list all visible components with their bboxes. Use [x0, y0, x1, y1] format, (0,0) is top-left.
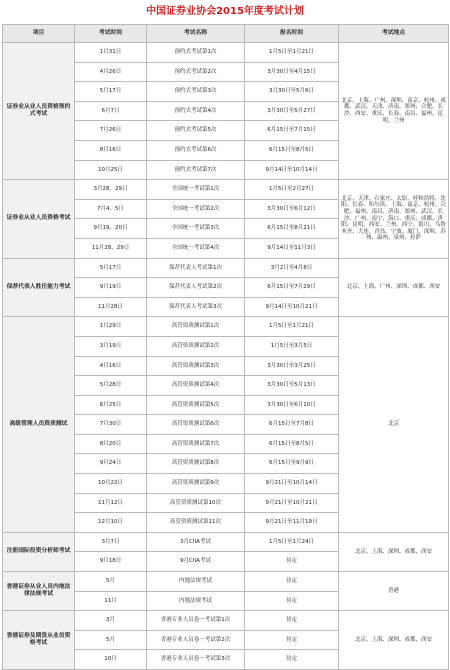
- exam-time-cell: 9月19日: [75, 278, 147, 298]
- exam-name-cell: 预约式考试第4次: [147, 101, 245, 121]
- registration-time-cell: 1月5日至1月24日: [245, 532, 339, 552]
- location-cell: 北京、上海、广州、深圳、南京、杭州、成都、武汉、天津、济南、郑州、合肥、长沙、西安、重庆、长春、南昌、福州、昆明、兰州: [339, 43, 449, 180]
- project-cell: 证券业从业人员资格考试: [3, 180, 75, 258]
- registration-time-cell: 1月5日至3月5日: [245, 336, 339, 356]
- registration-time-cell: 3月30日至5月13日: [245, 376, 339, 396]
- registration-time-cell: 6月15日至7月15日: [245, 121, 339, 141]
- exam-time-cell: 5月17日: [75, 82, 147, 102]
- project-cell: 香港证券从业人员内地法律法规考试: [3, 572, 75, 611]
- exam-time-cell: 4月26日: [75, 62, 147, 82]
- exam-name-cell: 预约式考试第2次: [147, 62, 245, 82]
- exam-time-cell: 5月28日: [75, 376, 147, 396]
- exam-name-cell: 香港专业人员卷一考试第1次: [147, 611, 245, 631]
- exam-schedule-table: [2, 24, 449, 670]
- exam-name-cell: 内地法规考试: [147, 591, 245, 611]
- exam-name-cell: 高管资质测试第7次: [147, 434, 245, 454]
- exam-name-cell: 高管资质测试第11次: [147, 513, 245, 533]
- project-cell: 证券业从业人员资格预约式考试: [3, 43, 75, 180]
- exam-name-cell: 保荐代表人考试第3次: [147, 297, 245, 317]
- project-cell: 注册国际投资分析师考试: [3, 532, 75, 571]
- registration-time-cell: 6月15日至9月9日: [245, 454, 339, 474]
- registration-time-cell: 3月30日至5月6日: [245, 82, 339, 102]
- exam-time-cell: 6月25日: [75, 395, 147, 415]
- registration-time-cell: 9月21日至10月21日: [245, 493, 339, 513]
- exam-time-cell: 3月19日: [75, 336, 147, 356]
- registration-time-cell: 待定: [245, 591, 339, 611]
- exam-name-cell: 预约式考试第3次: [147, 82, 245, 102]
- header-exam-name: 考试名称: [147, 25, 245, 43]
- exam-time-cell: 4月16日: [75, 356, 147, 376]
- exam-time-cell: 9月18日: [75, 552, 147, 572]
- exam-name-cell: 全国统一考试第1次: [147, 180, 245, 200]
- exam-name-cell: 香港专业人员卷一考试第3次: [147, 650, 245, 670]
- registration-time-cell: 3月30日至6月12日: [245, 199, 339, 219]
- registration-time-cell: 9月21日至11月19日: [245, 513, 339, 533]
- registration-time-cell: 3月2日至4月8日: [245, 258, 339, 278]
- project-cell: 香港证券及期货从业员资格考试: [3, 611, 75, 670]
- location-cell: 北京: [339, 317, 449, 533]
- registration-time-cell: 6月15日至8月5日: [245, 140, 339, 160]
- exam-name-cell: 9月CIIA考试: [147, 552, 245, 572]
- registration-time-cell: 3月30日至5月27日: [245, 101, 339, 121]
- table-row: [3, 180, 449, 200]
- registration-time-cell: 1月5日至1月21日: [245, 317, 339, 337]
- registration-time-cell: 待定: [245, 572, 339, 592]
- location-cell: 北京、上海、深圳、成都、西安: [339, 611, 449, 670]
- exam-name-cell: 3月CIIA考试: [147, 532, 245, 552]
- exam-time-cell: 5月17日: [75, 258, 147, 278]
- exam-time-cell: 7月26日: [75, 121, 147, 141]
- registration-time-cell: 9月21日至10月14日: [245, 474, 339, 494]
- exam-name-cell: 高管资质测试第10次: [147, 493, 245, 513]
- table-row: [3, 532, 449, 552]
- registration-time-cell: 9月14日至10月14日: [245, 160, 339, 180]
- registration-time-cell: 6月15日至7月29日: [245, 278, 339, 298]
- registration-time-cell: 6月15日至7月8日: [245, 415, 339, 435]
- exam-time-cell: 10月: [75, 650, 147, 670]
- registration-time-cell: 3月30日至6月10日: [245, 395, 339, 415]
- registration-time-cell: 6月15日至8月5日: [245, 434, 339, 454]
- exam-time-cell: 11月: [75, 591, 147, 611]
- exam-name-cell: 高管资质测试第3次: [147, 356, 245, 376]
- exam-time-cell: 1月31日: [75, 43, 147, 63]
- project-cell: 高级管理人员资质测试: [3, 317, 75, 533]
- registration-time-cell: 9月14日至10月21日: [245, 297, 339, 317]
- exam-time-cell: 6月7日: [75, 101, 147, 121]
- table-header-row: [3, 25, 449, 43]
- registration-time-cell: 待定: [245, 650, 339, 670]
- location-cell: 北京、天津、石家庄、太原、呼和浩特、沈阳、长春、哈尔滨、上海、南京、杭州、合肥、福州、南昌、济南、郑州、武汉、长沙、广州、南宁、海口、重庆、成都、贵阳、昆明、西安、兰州、西宁、银川、乌鲁木齐、大连、青岛、宁波、厦门、深圳、苏州、温州、泉州、拉萨: [339, 180, 449, 258]
- exam-name-cell: 高管资质测试第4次: [147, 376, 245, 396]
- page-title: 中国证券业协会2015年度考试计划: [146, 6, 304, 17]
- exam-name-cell: 高管资质测试第8次: [147, 454, 245, 474]
- header-exam-location: 考试地点: [339, 25, 449, 43]
- registration-time-cell: 待定: [245, 611, 339, 631]
- exam-time-cell: 10月22日: [75, 474, 147, 494]
- exam-time-cell: 8月20日: [75, 434, 147, 454]
- location-cell: 北京、上海、广州、深圳、成都、西安: [339, 258, 449, 317]
- exam-time-cell: 8月16日: [75, 140, 147, 160]
- registration-time-cell: 6月15日至8月21日: [245, 219, 339, 239]
- exam-time-cell: 7月30日: [75, 415, 147, 435]
- exam-name-cell: 全国统一考试第3次: [147, 219, 245, 239]
- header-project: 项目: [3, 25, 75, 43]
- registration-time-cell: 3月30日至4月15日: [245, 62, 339, 82]
- exam-time-cell: 12月10日: [75, 513, 147, 533]
- exam-name-cell: 全国统一考试第2次: [147, 199, 245, 219]
- table-row: [3, 258, 449, 278]
- exam-name-cell: 高管资质测试第1次: [147, 317, 245, 337]
- header-exam-time: 考试时间: [75, 25, 147, 43]
- exam-name-cell: 预约式考试第7次: [147, 160, 245, 180]
- table-row: [3, 611, 449, 631]
- registration-time-cell: 待定: [245, 552, 339, 572]
- registration-time-cell: 1月5日至2月27日: [245, 180, 339, 200]
- exam-time-cell: 7月4、5日: [75, 199, 147, 219]
- table-row: [3, 317, 449, 337]
- exam-time-cell: 3月: [75, 611, 147, 631]
- exam-time-cell: 9月19、20日: [75, 219, 147, 239]
- exam-time-cell: 5月: [75, 630, 147, 650]
- exam-time-cell: 1月29日: [75, 317, 147, 337]
- exam-name-cell: 高管资质测试第9次: [147, 474, 245, 494]
- exam-name-cell: 保荐代表人考试第1次: [147, 258, 245, 278]
- exam-time-cell: 5月: [75, 572, 147, 592]
- registration-time-cell: 3月30日至3月25日: [245, 356, 339, 376]
- table-row: [3, 43, 449, 63]
- exam-name-cell: 高管资质测试第2次: [147, 336, 245, 356]
- exam-time-cell: 11月28日: [75, 297, 147, 317]
- exam-name-cell: 香港专业人员卷一考试第2次: [147, 630, 245, 650]
- location-cell: 北京、上海、深圳、成都、西安: [339, 532, 449, 571]
- exam-time-cell: 3月7日: [75, 532, 147, 552]
- header-registration-time: 报名时间: [245, 25, 339, 43]
- table-row: [3, 572, 449, 592]
- exam-time-cell: 11月28、29日: [75, 238, 147, 258]
- table-body: [3, 43, 449, 670]
- exam-name-cell: 高管资质测试第5次: [147, 395, 245, 415]
- location-cell: 香港: [339, 572, 449, 611]
- exam-time-cell: 10月25日: [75, 160, 147, 180]
- registration-time-cell: 待定: [245, 630, 339, 650]
- exam-time-cell: 9月24日: [75, 454, 147, 474]
- exam-time-cell: 11月12日: [75, 493, 147, 513]
- exam-name-cell: 高管资质测试第6次: [147, 415, 245, 435]
- exam-name-cell: 保荐代表人考试第2次: [147, 278, 245, 298]
- exam-name-cell: 内地法规考试: [147, 572, 245, 592]
- exam-name-cell: 预约式考试第6次: [147, 140, 245, 160]
- registration-time-cell: 9月14日至11月3日: [245, 238, 339, 258]
- exam-name-cell: 预约式考试第1次: [147, 43, 245, 63]
- exam-name-cell: 全国统一考试第4次: [147, 238, 245, 258]
- project-cell: 保荐代表人胜任能力考试: [3, 258, 75, 317]
- exam-time-cell: 3月28、29日: [75, 180, 147, 200]
- exam-name-cell: 预约式考试第5次: [147, 121, 245, 141]
- registration-time-cell: 1月5日至1月21日: [245, 43, 339, 63]
